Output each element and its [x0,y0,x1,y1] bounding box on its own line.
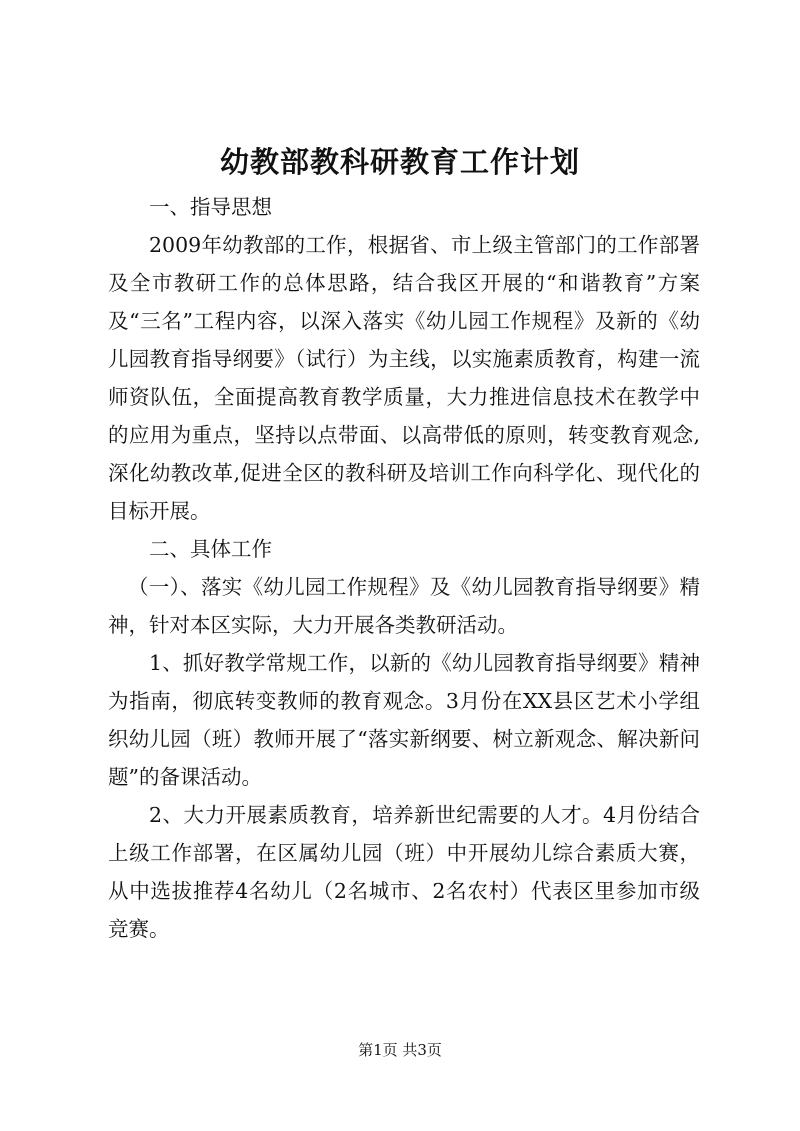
paragraph-subsection-1: （一）、落实《幼儿园工作规程》及《幼儿园教育指导纲要》精神，针对本区实际，大力开展各类教研活动。 [108,575,700,637]
document-title: 幼教部教科研教育工作计划 [219,145,580,179]
paragraph-guiding-ideology: 2009年幼教部的工作，根据省、市上级主管部门的工作部署及全市教研工作的总体思路，结合我区开展的“和谐教育”方案及“三名”工程内容，以深入落实《幼儿园工作规程》及新的《幼儿园教育指导纲要》（试行）为主线，以实施素质教育，构建一流师资队伍，全面提高教育教学质量，大力推进信息技术在教学中的应用为重点，坚持以点带面、以高带低的原则，转变教育观念,深化幼教改革,促进全区的教科研及培训工作向科学化、现代化的目标开展。 [108,233,700,523]
paragraph-item-2: 2、大力开展素质教育，培养新世纪需要的人才。4月份结合上级工作部署，在区属幼儿园（班）中开展幼儿综合素质大赛，从中选拔推荐4名幼儿（2名城市、2名农村）代表区里参加市级竞赛。 [108,803,700,941]
paragraph-item-1: 1、抓好教学常规工作，以新的《幼儿园教育指导纲要》精神为指南，彻底转变教师的教育观念。3月份在XX县区艺术小学组织幼儿园（班）教师开展了“落实新纲要、树立新观念、解决新问题”的备课活动。 [108,651,700,789]
document-body [108,188,700,948]
section-heading-specific-work: 二、具体工作 [149,537,272,561]
section-heading-guiding-ideology: 一、指导思想 [149,195,272,219]
page-footer: 第1页 共3页 [358,1041,442,1059]
